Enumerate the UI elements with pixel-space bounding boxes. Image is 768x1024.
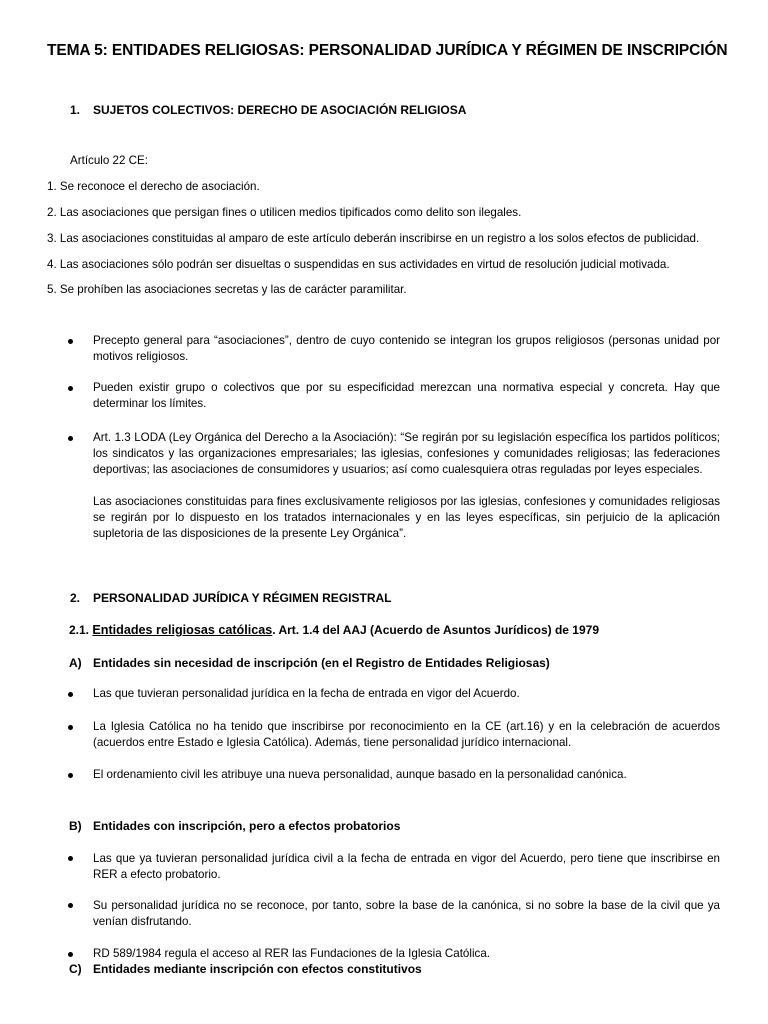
bullet-icon bbox=[68, 725, 73, 730]
subsection-rest: . Art. 1.4 del AAJ (Acuerdo de Asuntos Jurídicos) de 1979 bbox=[272, 623, 599, 637]
bullet-icon bbox=[68, 436, 73, 441]
bullet-text: RD 589/1984 regula el acceso al RER las Fundaciones de la Iglesia Católica. bbox=[93, 947, 490, 960]
article-label: Artículo 22 CE: bbox=[70, 154, 148, 167]
bullet-text: El ordenamiento civil les atribuye una nueva personalidad, aunque basado en la personalidad canónica. bbox=[93, 768, 627, 781]
article-clause: 4. Las asociaciones sólo podrán ser disueltas o suspendidas en sus actividades en virtud de resolución judicial motivada. bbox=[47, 258, 670, 271]
bullet-text: Las que tuvieran personalidad jurídica en la fecha de entrada en vigor del Acuerdo. bbox=[93, 687, 520, 700]
group-c-letter: C) bbox=[69, 962, 82, 976]
bullet-icon bbox=[68, 903, 73, 908]
subsection-number: 2.1. bbox=[69, 623, 90, 637]
section-2-heading: PERSONALIDAD JURÍDICA Y RÉGIMEN REGISTRAL bbox=[93, 591, 392, 605]
bullet-icon bbox=[68, 339, 73, 344]
subsection-2-1-heading bbox=[69, 623, 599, 637]
bullet-text: La Iglesia Católica no ha tenido que inscribirse por reconocimiento en la CE (art.16) y en la celebración de acuerdos (acuerdos entre Estado e Iglesia Católica). Además, tiene personalidad jurídico internacional. bbox=[93, 720, 720, 749]
bullet-icon bbox=[68, 952, 73, 957]
bullet-icon bbox=[68, 692, 73, 697]
bullet-text: Las que ya tuvieran personalidad jurídica civil a la fecha de entrada en vigor del Acuerdo, pero tiene que inscribirse en RER a efecto probatorio. bbox=[93, 852, 720, 881]
article-clause: 2. Las asociaciones que persigan fines o utilicen medios tipificados como delito son ilegales. bbox=[47, 206, 522, 219]
section-1-heading: SUJETOS COLECTIVOS: DERECHO DE ASOCIACIÓN RELIGIOSA bbox=[93, 103, 467, 117]
bullet-icon bbox=[68, 773, 73, 778]
document-title: TEMA 5: ENTIDADES RELIGIOSAS: PERSONALIDAD JURÍDICA Y RÉGIMEN DE INSCRIPCIÓN bbox=[47, 42, 728, 59]
continuation-paragraph: Las asociaciones constituidas para fines exclusivamente religiosos por las iglesias, confesiones y comunidades religiosas se regirán por lo dispuesto en los tratados internacionales y en las leyes específicas, sin perjuicio de la aplicación supletoria de las disposiciones de la presente Ley Orgánica”. bbox=[93, 495, 720, 540]
bullet-text: Precepto general para “asociaciones”, dentro de cuyo contenido se integran los grupos religiosos (personas unidad por motivos religiosos. bbox=[93, 334, 720, 363]
bullet-icon bbox=[68, 386, 73, 391]
group-a-heading: Entidades sin necesidad de inscripción (en el Registro de Entidades Religiosas) bbox=[93, 656, 550, 670]
group-a-letter: A) bbox=[69, 656, 82, 670]
subsection-underlined-title: Entidades religiosas católicas bbox=[92, 623, 273, 637]
section-2-number: 2. bbox=[70, 591, 81, 605]
bullet-text: Su personalidad jurídica no se reconoce, por tanto, sobre la base de la canónica, si no sobre la base de la civil que ya venían disfrutando. bbox=[93, 899, 720, 928]
group-b-heading: Entidades con inscripción, pero a efectos probatorios bbox=[93, 819, 401, 833]
section-1-number: 1. bbox=[70, 103, 81, 117]
article-clause: 3. Las asociaciones constituidas al amparo de este artículo deberán inscribirse en un registro a los solos efectos de publicidad. bbox=[47, 232, 700, 245]
article-clause: 5. Se prohíben las asociaciones secretas y las de carácter paramilitar. bbox=[47, 283, 407, 296]
bullet-text: Pueden existir grupo o colectivos que por su especificidad merezcan una normativa especial y concreta. Hay que determinar los límites. bbox=[93, 381, 720, 410]
bullet-icon bbox=[68, 856, 73, 861]
group-c-heading: Entidades mediante inscripción con efectos constitutivos bbox=[93, 962, 422, 976]
article-clause: 1. Se reconoce el derecho de asociación. bbox=[47, 180, 260, 193]
group-b-letter: B) bbox=[69, 819, 82, 833]
bullet-text: Art. 1.3 LODA (Ley Orgánica del Derecho a la Asociación): “Se regirán por su legislación específica los partidos políticos; los sindicatos y las organizaciones empresariales; las iglesias, confesiones y comunidades religiosas; las federaciones deportivas; las asociaciones de consumidores y usuarios; así como cualesquiera otras reguladas por leyes especiales. bbox=[93, 431, 720, 476]
